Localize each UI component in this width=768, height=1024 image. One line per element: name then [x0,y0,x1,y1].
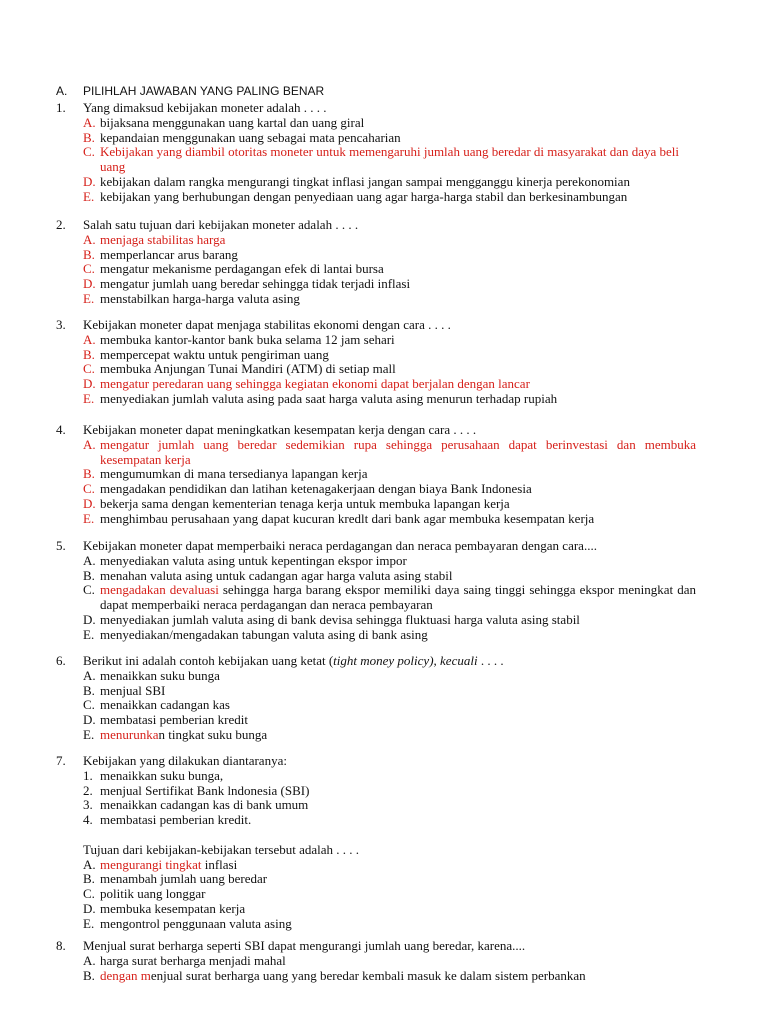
question-5 [56,539,696,643]
option-label: A. [83,952,96,968]
question-number: 7. [56,753,66,768]
list-item: menaikkan cadangan kas di bank umum [100,797,309,813]
list-number: 3. [83,797,93,813]
option-text: sehingga harga barang ekspor memiliki daya saing tinggi sehingga ekspor meningkat dan dapat memperbaiki neraca perdagangan dan neraca pembayaran [100,582,696,613]
question-stem: Kebijakan yang dilakukan diantaranya: [83,753,287,768]
option-label: B. [83,246,95,262]
option-text-answer-highlight: dengan m [100,967,151,983]
option-text: mengontrol penggunaan valuta asing [100,915,292,931]
question-stem: Kebijakan moneter dapat memperbaiki neraca perdagangan dan neraca pembayaran dengan cara.... [83,538,597,553]
option-text: menaikkan cadangan kas [100,697,230,713]
option-label: C. [83,481,95,497]
question-3 [56,318,696,407]
list-number: 4. [83,812,93,828]
option-text: menambah jumlah uang beredar [100,871,268,887]
option-text: kebijakan yang berhubungan dengan penyediaan uang agar harga-harga stabil dan berkesinambungan [100,188,628,204]
option-text: mempercepat waktu untuk pengiriman uang [100,346,329,362]
question-number: 8. [56,938,66,953]
option-text: kebijakan dalam rangka mengurangi tingkat inflasi jangan sampai mengganggu kinerja perekonomian [100,173,630,189]
option-label: E. [83,626,95,642]
option-text: menyediakan valuta asing untuk kepentingan ekspor impor [100,552,407,568]
option-label: A. [83,436,96,452]
option-text-answer: mengatur peredaran uang sehingga kegiatan ekonomi dapat berjalan dengan lancar [100,376,530,392]
option-label: E. [83,188,95,204]
question-number: 5. [56,538,66,553]
question-stem: Kebijakan moneter dapat meningkatkan kesempatan kerja dengan cara . . . . [83,422,477,437]
option-label: D. [83,376,96,392]
list-number: 2. [83,782,93,798]
question-stem-italic: tight money policy), kecuali [333,653,478,668]
question-4 [56,423,696,527]
option-label: A. [83,231,96,247]
option-text: membuka kantor-kantor bank buka selama 12 jam sehari [100,331,395,347]
option-label: B. [83,466,95,482]
option-label: A. [83,331,96,347]
option-text: menstabilkan harga-harga valuta asing [100,290,300,306]
option-text: mengatur jumlah uang beredar sehingga tidak terjadi inflasi [100,276,411,292]
option-label: B. [83,567,95,583]
option-label: A. [83,552,96,568]
question-7 [56,754,696,932]
option-text: bekerja sama dengan kementerian tenaga kerja untuk membuka lapangan kerja [100,495,510,511]
option-text: membuka Anjungan Tunai Mandiri (ATM) di setiap mall [100,361,396,377]
section-letter: A. [56,84,68,98]
list-item: membatasi pemberian kredit. [100,812,252,828]
question-stem: Yang dimaksud kebijakan moneter adalah . . . . [83,100,327,115]
option-label: D. [83,495,96,511]
option-label: D. [83,712,96,728]
option-label: C. [83,361,95,377]
spacer [56,828,696,843]
section-heading [56,84,324,99]
option-label: E. [83,726,95,742]
section-title: PILIHLAH JAWABAN YANG PALING BENAR [83,84,325,98]
question-stem: Menjual surat berharga seperti SBI dapat mengurangi jumlah uang beredar, karena.... [83,938,526,953]
option-label: D. [83,276,96,292]
option-text: memperlancar arus barang [100,246,238,262]
option-label: E. [83,290,95,306]
option-text: enjual surat berharga uang yang beredar kembali masuk ke dalam sistem perbankan [150,967,586,983]
option-text: menaikkan suku bunga [100,667,220,683]
option-label: C. [83,886,95,902]
option-text-answer: mengatur jumlah uang beredar sedemikian rupa sehingga perusahaan dapat berinvestasi dan membuka kesempatan kerja [100,436,696,467]
option-label: D. [83,611,96,627]
option-text: kepandaian menggunakan uang sebagai mata pencaharian [100,129,401,145]
option-text-answer-highlight: menurunka [100,726,159,742]
option-text: menghimbau perusahaan yang dapat kucuran kredlt dari bank agar membuka kesempatan kerja [100,510,595,526]
option-label: A. [83,114,96,130]
question-stem-tail: . . . . [477,653,504,668]
option-text: menyediakan jumlah valuta asing pada saat harga valuta asing menurun terhadap rupiah [100,390,558,406]
question-stem: Salah satu tujuan dari kebijakan moneter adalah . . . . [83,217,359,232]
option-text: menyediakan jumlah valuta asing di bank devisa sehingga fluktuasi harga valuta asing stabil [100,611,580,627]
option-text: harga surat berharga menjadi mahal [100,952,286,968]
option-text-answer-highlight: mengadakan devaluasi [100,582,219,598]
option-text: menyediakan/mengadakan tabungan valuta asing di bank asing [100,626,428,642]
option-text-answer: menjaga stabilitas harga [100,231,226,247]
question-6 [56,654,696,743]
option-label: C. [83,582,95,598]
question-number: 6. [56,653,66,668]
option-label: B. [83,346,95,362]
question-number: 4. [56,422,66,437]
option-text-answer: Kebijakan yang diambil otoritas moneter untuk memengaruhi jumlah uang beredar di masyarakat dan daya beli uang [100,144,680,175]
question-stem: Kebijakan moneter dapat menjaga stabilitas ekonomi dengan cara . . . . [83,317,451,332]
list-item: menjual Sertifikat Bank lndonesia (SBI) [100,782,310,798]
question-number: 3. [56,317,66,332]
option-label: A. [83,856,96,872]
list-item: menaikkan suku bunga, [100,767,224,783]
question-stem: Berikut ini adalah contoh kebijakan uang ketat ( [83,653,334,668]
option-label: B. [83,682,95,698]
question-stem-2: Tujuan dari kebijakan-kebijakan tersebut adalah . . . . [83,841,360,857]
question-number: 1. [56,100,66,115]
option-text: menahan valuta asing untuk cadangan agar harga valuta asing stabil [100,567,453,583]
option-label: D. [83,173,96,189]
option-text: mengumumkan di mana tersedianya lapangan kerja [100,466,368,482]
option-label: E. [83,915,95,931]
option-label: B. [83,967,95,983]
option-text: membuka kesempatan kerja [100,900,246,916]
option-text-answer-highlight: mengurangi tingkat [100,856,202,872]
option-text: politik uang longgar [100,886,206,902]
option-label: E. [83,390,95,406]
option-label: D. [83,900,96,916]
option-label: E. [83,510,95,526]
option-text: mengadakan pendidikan dan latihan ketenagakerjaan dengan biaya Bank Indonesia [100,481,532,497]
option-text: n tingkat suku bunga [158,726,268,742]
option-text: bijaksana menggunakan uang kartal dan uang giral [100,114,365,130]
option-label: B. [83,871,95,887]
list-number: 1. [83,767,93,783]
question-8 [56,939,696,983]
question-number: 2. [56,217,66,232]
option-text: inflasi [201,856,238,872]
option-label: C. [83,261,95,277]
option-text: membatasi pemberian kredit [100,712,249,728]
option-text: mengatur mekanisme perdagangan efek di lantai bursa [100,261,384,277]
option-label: B. [83,129,95,145]
question-2 [56,218,696,307]
option-label: A. [83,667,96,683]
option-label: C. [83,697,95,713]
option-text: menjual SBI [100,682,166,698]
question-1 [56,101,696,205]
option-label: C. [83,144,95,160]
